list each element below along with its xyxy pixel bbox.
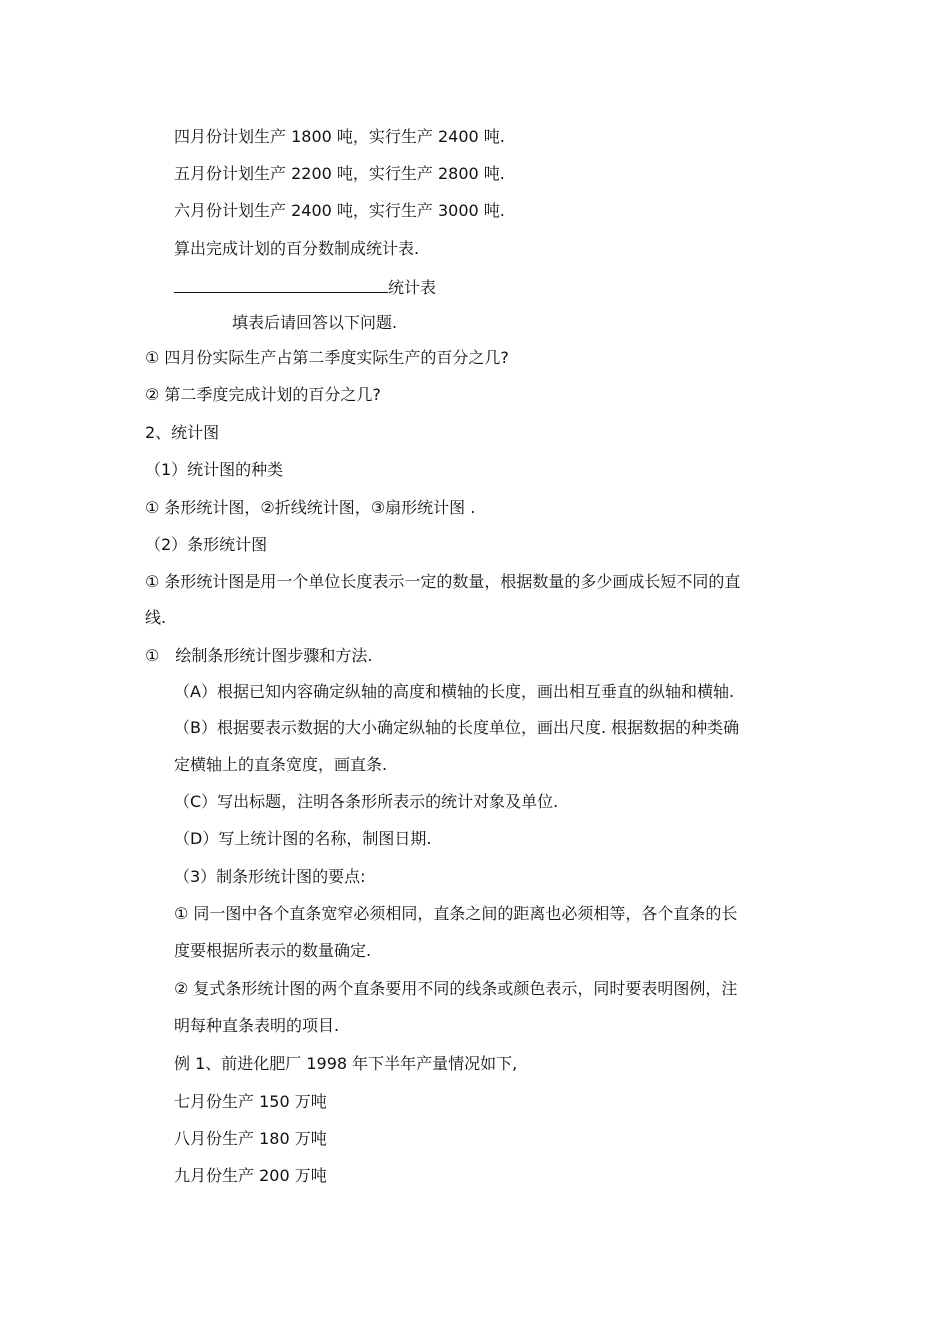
text-line: （A）根据已知内容确定纵轴的高度和横轴的长度，画出相互垂直的纵轴和横轴. (174, 682, 735, 701)
text-line: 算出完成计划的百分数制成统计表. (174, 239, 420, 258)
text-line: 七月份生产 150 万吨 (174, 1092, 327, 1111)
text-line: 五月份计划生产 2200 吨，实行生产 2800 吨. (174, 164, 505, 183)
text-line: 定横轴上的直条宽度，画直条. (174, 755, 388, 774)
table-title-suffix: 统计表 (388, 278, 437, 297)
subsection-heading: （2）条形统计图 (145, 535, 268, 554)
text-line: ② 复式条形统计图的两个直条要用不同的线条或颜色表示，同时要表明图例，注 (174, 979, 738, 998)
text-line: 填表后请回答以下问题. (232, 313, 398, 332)
text-line: ① 条形统计图是用一个单位长度表示一定的数量，根据数量的多少画成长短不同的直 (145, 572, 741, 591)
question-item: ② 第二季度完成计划的百分之几? (145, 385, 381, 404)
table-title-line (174, 276, 436, 299)
text-line: （B）根据要表示数据的大小确定纵轴的长度单位，画出尺度. 根据数据的种类确 (174, 718, 740, 737)
text-line: 四月份计划生产 1800 吨，实行生产 2400 吨. (174, 127, 505, 146)
text-line: ① 同一图中各个直条宽窄必须相同，直条之间的距离也必须相等，各个直条的长 (174, 904, 738, 923)
text-line: 六月份计划生产 2400 吨，实行生产 3000 吨. (174, 201, 505, 220)
subsection-heading: （3）制条形统计图的要点: (174, 867, 366, 886)
text-line: ① 条形统计图，②折线统计图，③扇形统计图 . (145, 498, 476, 517)
section-heading: 2、统计图 (145, 423, 220, 442)
subsection-heading: （1）统计图的种类 (145, 460, 284, 479)
example-heading: 例 1、前进化肥厂 1998 年下半年产量情况如下, (174, 1054, 518, 1073)
text-line: （C）写出标题，注明各条形所表示的统计对象及单位. (174, 792, 559, 811)
text-line: 九月份生产 200 万吨 (174, 1166, 327, 1185)
text-line: （D）写上统计图的名称，制图日期. (174, 829, 432, 848)
text-line: 度要根据所表示的数量确定. (174, 941, 372, 960)
text-line: 八月份生产 180 万吨 (174, 1129, 327, 1148)
text-line: 线. (145, 608, 167, 627)
question-item: ① 四月份实际生产占第二季度实际生产的百分之几? (145, 348, 509, 367)
fill-in-blank[interactable] (174, 276, 388, 293)
text-line: 明每种直条表明的项目. (174, 1016, 340, 1035)
text-line: ① 绘制条形统计图步骤和方法. (145, 646, 373, 665)
